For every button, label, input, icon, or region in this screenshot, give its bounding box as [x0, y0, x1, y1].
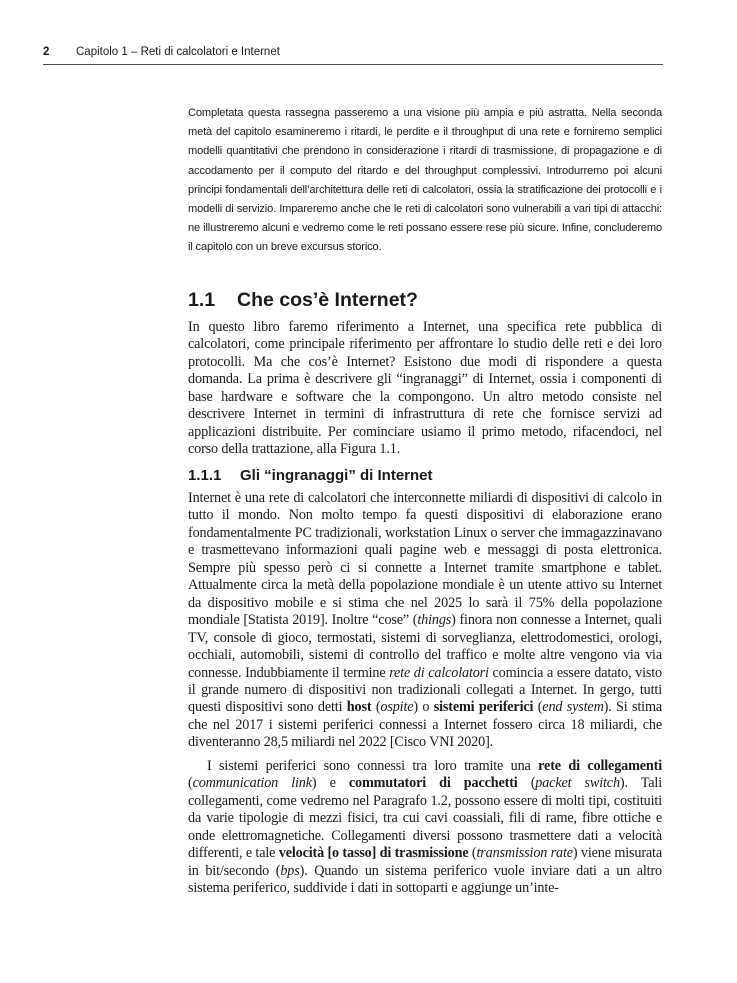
running-header — [43, 44, 663, 65]
text-run: I sistemi periferici sono connessi tra loro tramite una — [207, 758, 539, 774]
term-ospite: ospite — [380, 699, 414, 716]
term-sistemi-periferici: sistemi periferici — [433, 699, 534, 716]
text-run: ) o — [413, 699, 434, 716]
subsection-title: Gli “ingranaggi” di Internet — [240, 467, 433, 484]
section-heading — [188, 289, 418, 312]
subsection-number: 1.1.1 — [188, 467, 222, 484]
page-number: 2 — [43, 46, 50, 58]
text-run: comincia a essere datato, visto il grande numero di dispositivi non tradizionali collegati a Internet. In gergo, tutti questi dispositivi sono detti — [188, 664, 662, 716]
text-run: ( — [517, 775, 536, 792]
text-run: ) e — [311, 775, 349, 792]
text-run: ). Quando un sistema periferico vuole inviare dati a un altro sistema periferico, suddivide i dati in sottoparti e aggiunge un’inte- — [188, 862, 662, 897]
body-paragraph-1 — [188, 490, 662, 752]
text-run: ( — [468, 845, 477, 862]
term-rete-di-collegamenti: rete di collegamenti — [538, 758, 663, 774]
text-run: ) viene misurata in bit/secondo ( — [188, 845, 662, 879]
running-title: Capitolo 1 – Reti di calcolatori e Internet — [76, 46, 280, 58]
term-end-system: end system — [542, 699, 604, 716]
term-rete-di-calcolatori: rete di calcolatori — [389, 664, 489, 681]
text-run: Internet è una rete di calcolatori che interconnette miliardi di dispositivi di calcolo in tutto il mondo. Non molto tempo fa questi dispositivi di elaborazione erano fondamentalmente PC tradizionali, workstation Linux o server che immagazzinavano e trasmettevano informazioni quali pagine web e messaggi di posta elettronica. Sempre più spesso però ci si connette a Internet tramite smartphone e tablet. Attualmente circa la metà della popolazione mondiale è un utente attivo su Internet da dispositivo mobile e si stima che nel 2025 lo sarà il 75% della popolazione mondiale [Statista 2019]. Inoltre “cose” ( — [188, 490, 662, 629]
text-run: ( — [188, 775, 193, 792]
text-run: ) finora non connesse a Internet, quali TV, console di gioco, termostati, sistemi di sorveglianza, elettrodomestici, orologi, occhiali, automobili, sistemi di controllo del traffico e molte altre vengono via via connesse. Indubbiamente il termine — [188, 612, 663, 681]
term-communication-link: communication link — [192, 775, 312, 792]
term-velocita-di-trasmissione: velocità [o tasso] di trasmissione — [278, 845, 469, 862]
intro-paragraph: Completata questa rassegna passeremo a una visione più ampia e più astratta. Nella seconda metà del capitolo esamineremo i ritardi, le perdite e il throughput di una rete e forniremo semplici modelli quantitativi che prendono in considerazione i ritardi di trasmissione, di propagazione e di accodamento per il computo del ritardo e del throughput complessivi. Introdurremo poi alcuni principi fondamentali dell’architettura delle reti di calcolatori, ossia la stratificazione dei protocolli e i modelli di servizio. Impareremo anche che le reti di calcolatori sono vulnerabili a vari tipi di attacchi: ne illustreremo alcuni e vedremo come le reti possano essere rese più sicure. Infine, concluderemo il capitolo con un breve excursus storico. — [188, 107, 662, 254]
section-title: Che cos’è Internet? — [237, 289, 418, 311]
subsection-heading — [188, 467, 433, 484]
text-run: ). Si stima che nel 2017 i sistemi periferici connessi a Internet fossero circa 18 miliardi, che diventeranno 28,5 miliardi nel 2022 [Cisco VNI 2020]. — [188, 699, 662, 751]
term-packet-switch: packet switch — [535, 775, 620, 792]
section-paragraph: In questo libro faremo riferimento a Internet, una specifica rete pubblica di calcolatori, come principale riferimento per affrontare lo studio delle reti e dei loro protocolli. Ma che cos’è Internet? Esistono due modi di rispondere a questa domanda. La prima è descrivere gli “ingranaggi” di Internet, ossia i componenti di base hardware e software che la compongono. Un altro metodo consiste nel descrivere Internet in termini di infrastruttura di rete che fornisce servizi ad applicazioni distribuite. Per cominciare usiamo il primo metodo, rifacendoci, nel corso della trattazione, alla Figura 1.1. — [188, 319, 662, 458]
term-things: things — [417, 612, 452, 629]
text-run: ( — [533, 699, 543, 716]
body-paragraph-2 — [188, 758, 662, 898]
section-number: 1.1 — [188, 289, 216, 311]
term-commutatori-di-pacchetti: commutatori di pacchetti — [348, 775, 518, 792]
text-run: ). Tali collegamenti, come vedremo nel Paragrafo 1.2, possono essere di molti tipi, costituiti da varie tipologie di mezzi fisici, tra cui cavi coassiali, fili di rame, fibre ottiche e onde elettromagnetiche. Collegamenti diversi possono trasmettere dati a velocità differenti, e tale — [188, 775, 662, 862]
term-transmission-rate: transmission rate — [476, 845, 573, 862]
term-host: host — [346, 699, 372, 716]
text-run: ( — [371, 699, 381, 716]
term-bps: bps — [280, 862, 300, 879]
